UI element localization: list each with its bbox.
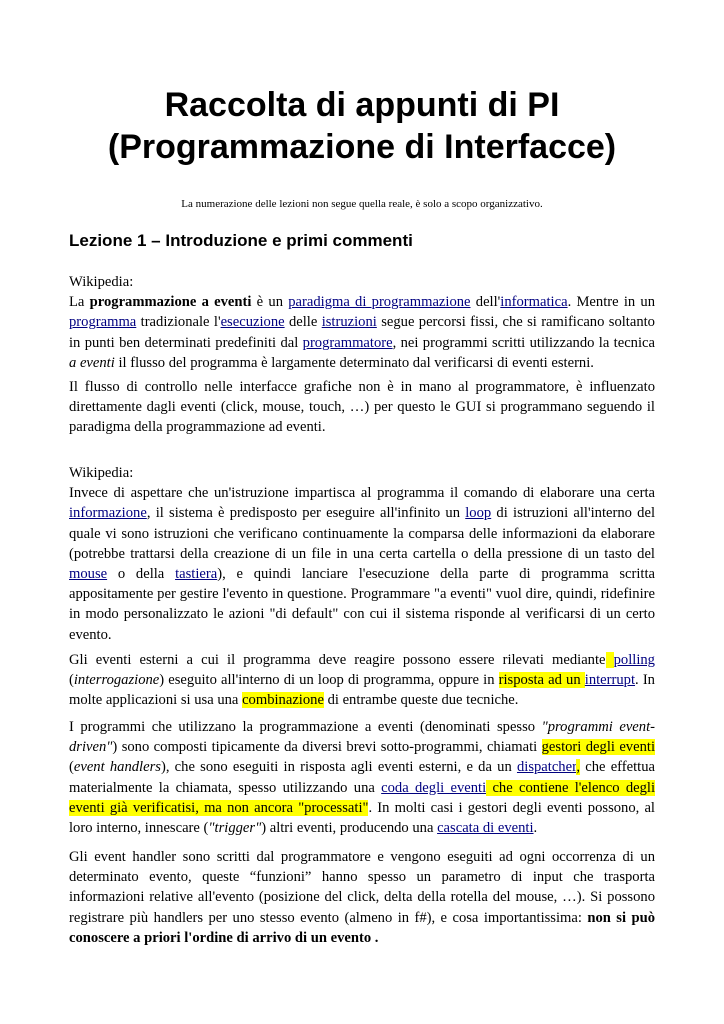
link-informatica[interactable]: informatica	[500, 294, 568, 311]
text-run: (	[69, 759, 74, 776]
italic-term: "trigger"	[208, 820, 262, 837]
text-run: delle	[284, 314, 322, 331]
paragraph-1	[69, 272, 655, 373]
highlight: ,	[576, 759, 581, 776]
highlight: combinazione	[242, 692, 324, 709]
text-run: Gli event handler sono scritti dal programmatore e vengono eseguiti ad ogni occorrenza di un determinato evento, queste “funzioni” hanno spesso un parametro di input che trasporta informazioni relative all'evento (posizione del click, delta della rotella del mouse, …). Si possono registrare più handlers per uno stesso evento (almeno in f#), e cosa importantissima:	[69, 849, 655, 926]
text-run: tradizionale l'	[136, 314, 221, 331]
text-run: il flusso del programma è largamente determinato dal verificarsi di eventi esterni.	[114, 354, 594, 371]
numbering-note: La numerazione delle lezioni non segue quella reale, è solo a scopo organizzativo.	[181, 198, 543, 210]
text-run: dell'	[470, 294, 501, 311]
page-title	[40, 84, 684, 168]
italic-term: interrogazione	[73, 672, 160, 689]
text-run: . In molte applicazioni si usa una	[69, 672, 655, 709]
link-dispatcher[interactable]: dispatcher	[516, 759, 577, 776]
link-mouse[interactable]: mouse	[69, 566, 108, 583]
italic-term: a eventi	[69, 354, 115, 371]
text-run: ), e quindi lanciare l'esecuzione della parte di programma scritta appositamente per gestire l'evento in questione. Programmare "a eventi" vuol dire, quindi, ridefinire in modo personalizzato le azioni "di default" con cui il sistema risponde al verificarsi di un certo evento.	[69, 566, 656, 643]
text-run: di entrambe queste due tecniche.	[323, 692, 519, 709]
link-tastiera[interactable]: tastiera	[175, 566, 218, 583]
text-run: di istruzioni all'interno del quale vi sono istruzioni che verificano continuamente la comparsa delle informazioni da elaborare (potrebbe trattarsi della creazione di un file in una certa cartella o della pressione di un tasto del	[69, 505, 655, 562]
title-line-1: Raccolta di appunti di PI	[164, 86, 560, 124]
paragraph-4	[69, 650, 655, 711]
highlight: che contiene l'elenco degli eventi già verificatisi, ma non ancora "processati"	[69, 779, 655, 816]
lesson-heading: Lezione 1 – Introduzione e primi commenti	[69, 231, 413, 250]
link-informazione[interactable]: informazione	[69, 505, 147, 522]
link-istruzioni[interactable]: istruzioni	[321, 314, 377, 331]
paragraph-6	[69, 847, 655, 948]
italic-term: event handlers	[73, 759, 161, 776]
text-run: ), che sono eseguiti in risposta agli eventi esterni, e da un	[160, 759, 517, 776]
link-polling[interactable]: polling	[613, 652, 655, 668]
source-label: Wikipedia:	[69, 465, 134, 481]
link-paradigma-di-programmazione[interactable]: paradigma di programmazione	[288, 294, 471, 311]
text-run: ) eseguito all'interno di un loop di programma, oppure in	[159, 672, 499, 689]
bold-term: programmazione a eventi	[89, 294, 252, 311]
text-run: , il sistema è predisposto per eseguire all'infinito un	[146, 505, 466, 522]
text-run: La	[69, 294, 90, 311]
link-interrupt[interactable]: interrupt	[584, 672, 636, 689]
text-run: ) sono composti tipicamente da diversi brevi sotto-programmi, chiamati	[112, 739, 542, 756]
link-esecuzione[interactable]: esecuzione	[220, 314, 285, 331]
bold-statement: non si può conoscere a priori l'ordine di arrivo di un evento .	[69, 909, 655, 946]
text-run: che effettua materialmente la chiamata, spesso utilizzando una	[69, 759, 655, 796]
text-run: o della	[107, 566, 176, 583]
italic-term: "programmi event-driven"	[69, 719, 655, 756]
highlight: gestori degli eventi	[541, 739, 655, 756]
link-cascata-di-eventi[interactable]: cascata di eventi	[437, 820, 534, 837]
text-run: , nei programmi scritti utilizzando la tecnica	[392, 334, 655, 351]
text-run: Invece di aspettare che un'istruzione impartisca al programma il comando di elaborare una certa	[69, 485, 655, 502]
text-run: Gli eventi esterni a cui il programma deve reagire possono essere rilevati mediante	[69, 652, 606, 668]
highlight: risposta ad un	[498, 672, 585, 689]
link-loop[interactable]: loop	[465, 505, 492, 522]
text-run: ) altri eventi, producendo una	[261, 820, 438, 837]
text-run: I programmi che utilizzano la programmazione a eventi (denominati spesso	[69, 719, 542, 735]
text-run: è un	[251, 294, 289, 311]
paragraph-3	[69, 463, 655, 645]
title-line-2: (Programmazione di Interfacce)	[107, 128, 617, 166]
link-programma[interactable]: programma	[69, 314, 137, 331]
text-run: segue percorsi fissi, che si ramificano soltanto in punti ben determinati predefiniti dal	[69, 314, 655, 351]
text-run: . In molti casi i gestori degli eventi possono, al loro interno, innescare (	[69, 799, 655, 837]
text-run: . Mentre in un	[567, 294, 656, 311]
source-label: Wikipedia:	[69, 274, 134, 290]
paragraph-2: Il flusso di controllo nelle interfacce grafiche non è in mano al programmatore, è influenzato direttamente dagli eventi (click, mouse, touch, …) per questo le GUI si programmano seguendo il paradigma della programmazione ad eventi.	[69, 379, 655, 436]
link-coda-degli-eventi[interactable]: coda degli eventi	[381, 779, 487, 796]
link-programmatore[interactable]: programmatore	[302, 334, 393, 351]
text-run: (	[69, 672, 74, 689]
highlight	[606, 652, 614, 668]
paragraph-5	[69, 717, 655, 838]
text-run: .	[533, 820, 538, 837]
